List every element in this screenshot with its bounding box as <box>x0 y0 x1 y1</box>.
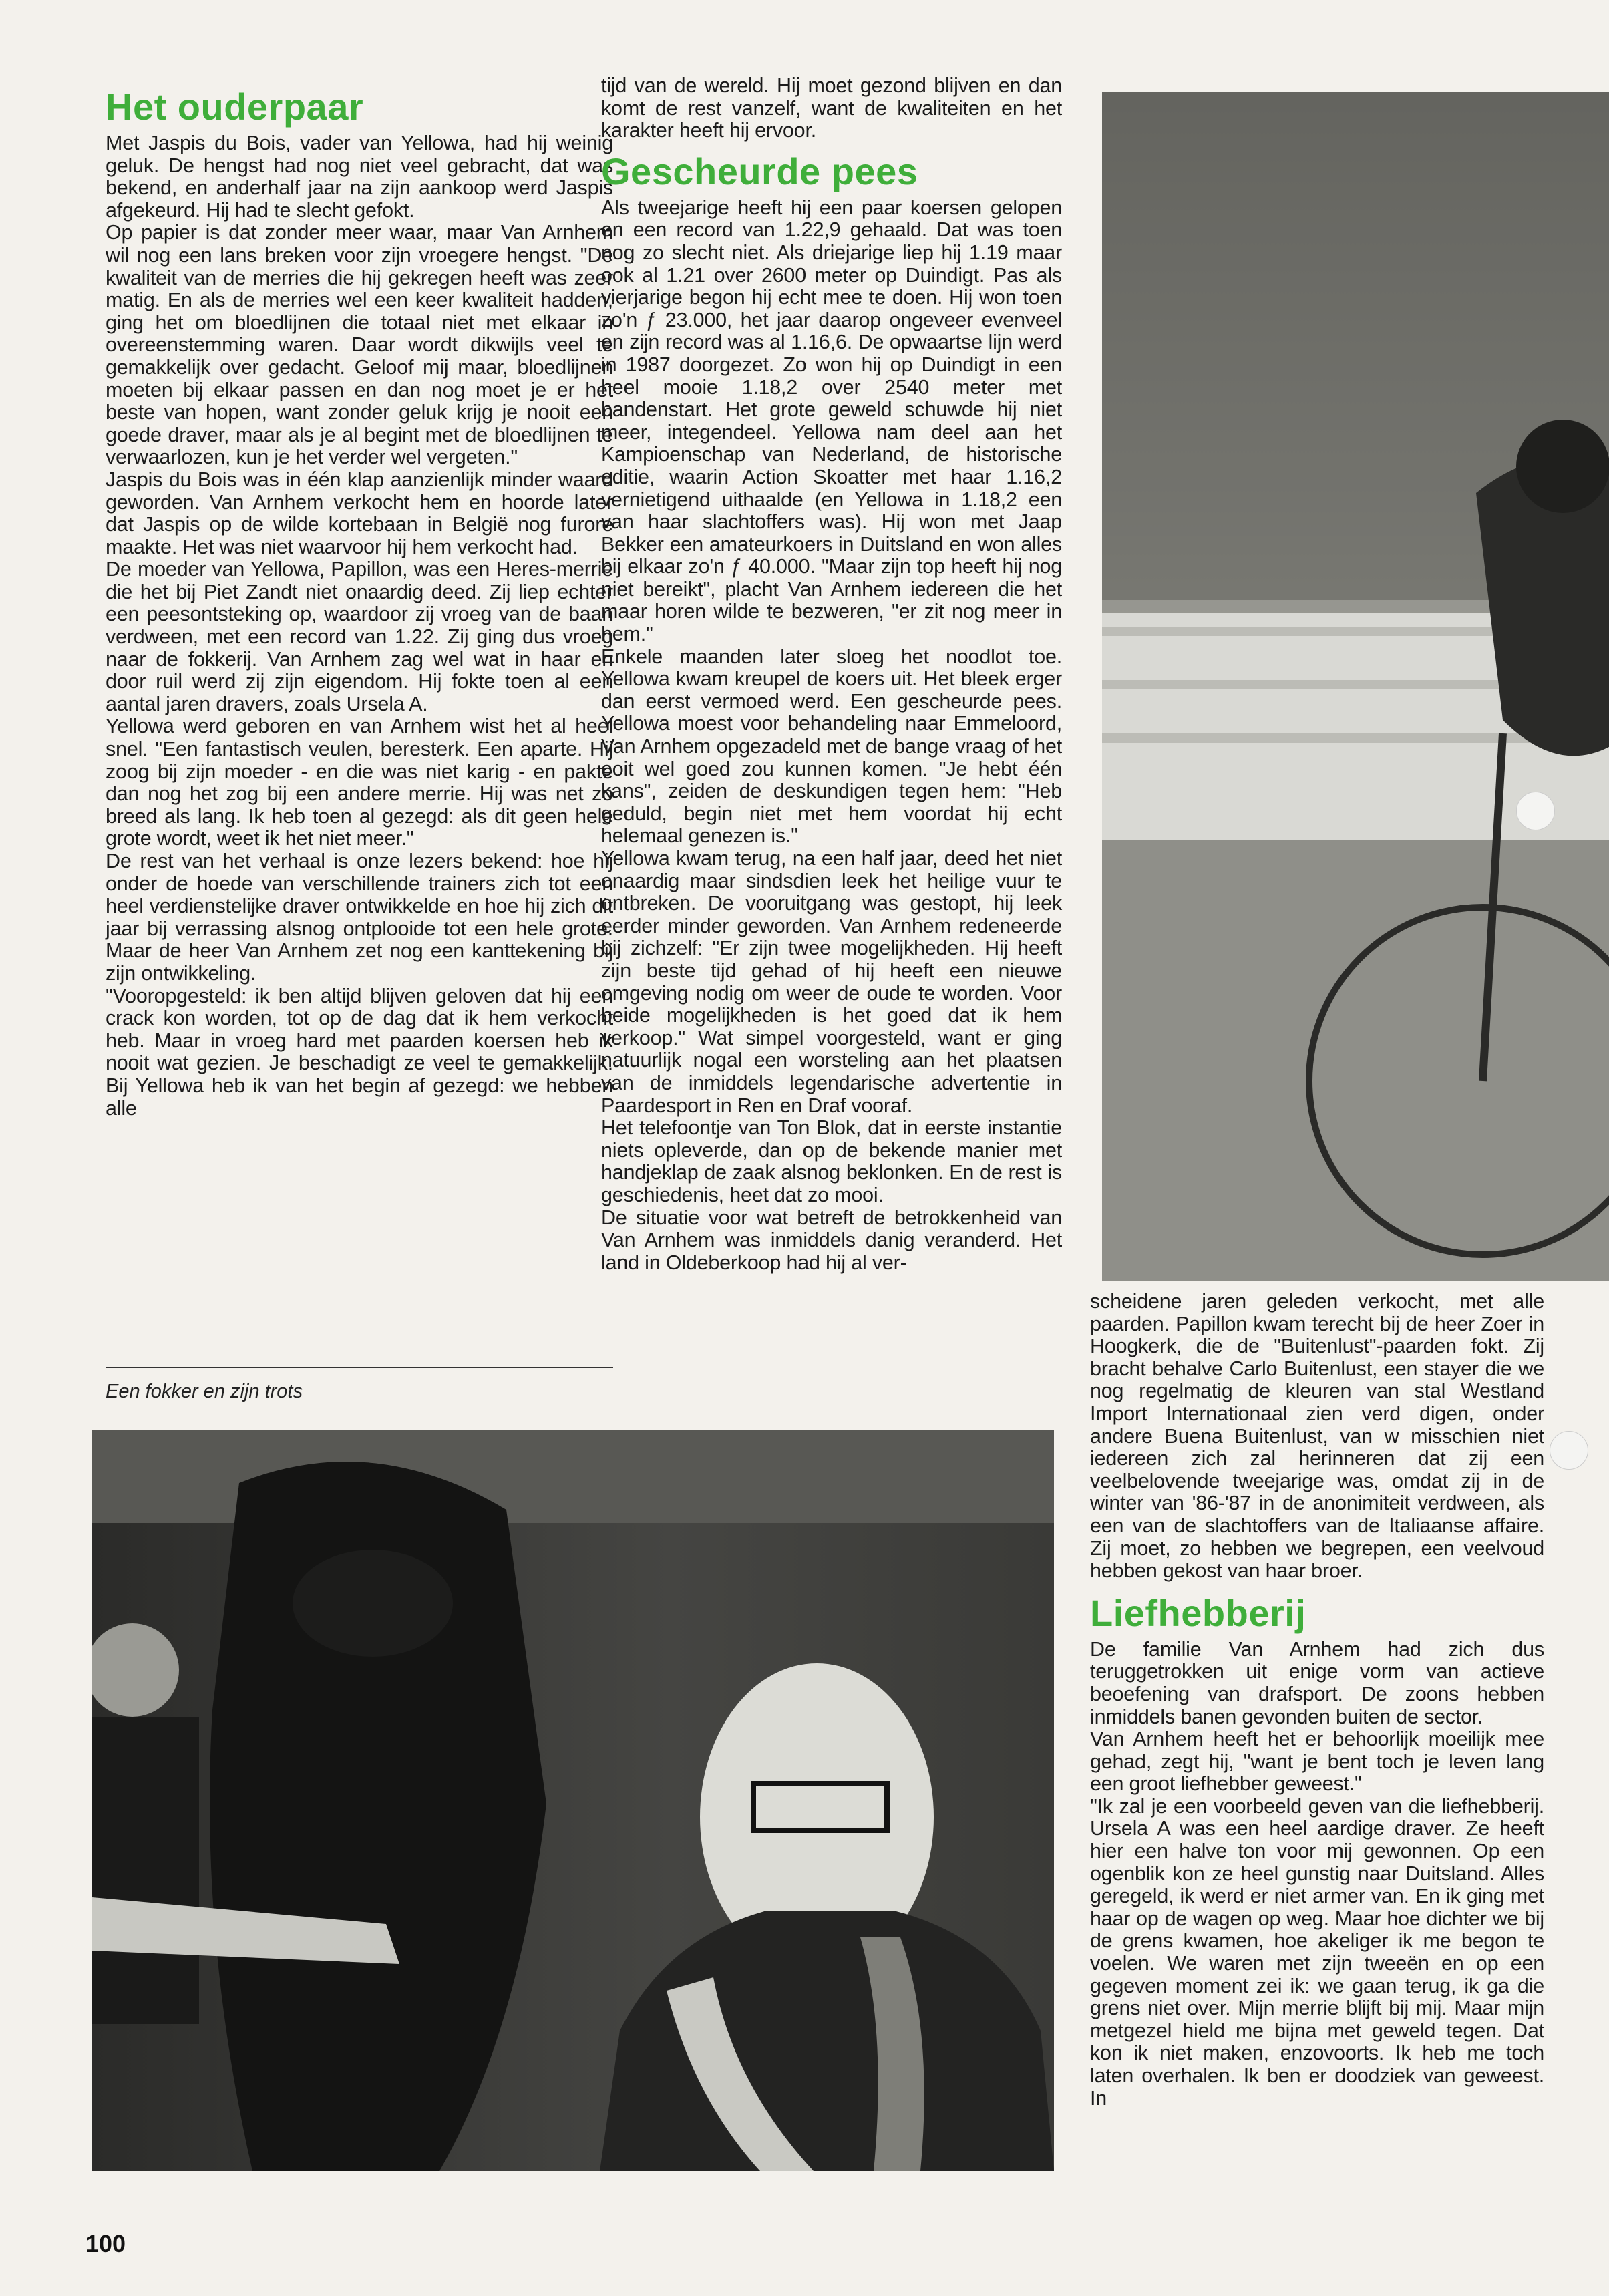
paragraph: De rest van het verhaal is onze lezers bekend: hoe hij onder de hoede van verschillende trainers zich tot een heel verdienstelijke draver ontwikkelde en hoe hij zich dit jaar bij verrassing alsnog ontplooide tot een hele grote. Maar de heer Van Arnhem zet nog een kanttekening bij zijn ontwikkeling. <box>106 850 613 985</box>
punch-hole <box>1550 1431 1588 1470</box>
paragraph: Enkele maanden later sloeg het noodlot toe. Yellowa kwam kreupel de koers uit. Het bleek erger dan eerst vermoed werd. Een gescheurde pees. Yellowa moest voor behandeling naar Emmeloord, Van Arnhem opgezadeld met de bange vraag of het ooit wel goed zou kunnen komen. "Je hebt één kans", zeiden de deskundigen tegen hem: "Heb geduld, begin niet met hem voordat hij echt helemaal genezen is." <box>601 645 1062 848</box>
paragraph: Op papier is dat zonder meer waar, maar Van Arnhem wil nog een lans breken voor zijn vroegere hengst. "De kwaliteit van de merries die hij gekregen heeft was zeer matig. En als de merries wel een keer kwaliteit hadden, ging het om bloedlijnen die totaal niet met elkaar in overeenstemming waren. Daar wordt dikwijls veel te gemakkelijk over gedacht. Geloof mij maar, bloedlijnen moeten bij elkaar passen en dan nog moet je er het beste van hopen, want zonder geluk krijg je nooit een goede draver, maar als je al begint met de bloedlijnen te verwaarlozen, kun je het verder wel vergeten." <box>106 221 613 469</box>
paragraph: De familie Van Arnhem had zich dus teruggetrokken uit enige vorm van actieve beoefening van drafsport. De zoons hebben inmiddels banen gevonden buiten de sector. <box>1090 1637 1544 1728</box>
paragraph: "Ik zal je een voorbeeld geven van die liefhebberij. Ursela A was een heel aardige draver. Ze heeft hier een halve ton voor mij gewonnen. Op een ogenblik kon ze heel gunstig naar Duitsland. Alles geregeld, ik werd er niet armer van. En ik ging met haar op de wagen op weg. Maar hoe dichter we bij de grens kwamen, hoe akeliger ik me begon te voelen. We waren met zijn tweeën en op een gegeven moment zei ik: we gaan terug, ik ga die grens niet over. Mijn merrie blijft bij mij. Maar mijn metgezel hield me bijna met geweld tegen. Dat kon ik niet maken, enzovoorts. Ik heb me toch laten overhalen. Ik ben er doodziek van geweest. In <box>1090 1794 1544 2110</box>
column-right <box>1090 1291 1544 2110</box>
paragraph: De situatie voor wat betreft de betrokkenheid van Van Arnhem was inmiddels danig veranderd. Het land in Oldeberkoop had hij al ver- <box>601 1206 1062 1274</box>
heading-gescheurde-pees: Gescheurde pees <box>601 150 918 192</box>
paragraph: Yellowa kwam terug, na een half jaar, deed het niet onaardig maar sindsdien leek het heilige vuur te ontbreken. De vooruitgang was gestopt, hij leek eerder minder geworden. Van Arnhem redeneerde bij zichzelf: "Er zijn twee mogelijkheden. Hij heeft zijn beste tijd gehad of hij heeft een nieuwe omgeving nodig om weer de oude te worden. Voor beide mogelijkheden is het goed dat ik hem verkoop." Wat simpel voorgesteld, want er ging natuurlijk nogal een worsteling aan het plaatsen van de inmiddels legendarische advertentie in Paardesport in Ren en Draf vooraf. <box>601 847 1062 1117</box>
page-number: 100 <box>85 2230 126 2257</box>
photo-horse-graphic <box>92 1430 1054 2171</box>
heading-het-ouderpaar: Het ouderpaar <box>106 86 364 128</box>
punch-hole <box>1516 792 1555 830</box>
paragraph: Van Arnhem heeft het er behoorlijk moeilijk mee gehad, zegt hij, "want je bent toch je leven lang een groot liefhebber geweest." <box>1090 1728 1544 1796</box>
paragraph: Yellowa werd geboren en van Arnhem wist het al heel snel. "Een fantastisch veulen, beresterk. Een aparte. Hij zoog bij zijn moeder - en die was niet karig - en pakte dan nog het zog bij een andere merrie. Hij was net zo breed als lang. Ik heb toen al gezegd: als dit geen hele grote wordt, weet ik het niet meer." <box>106 715 613 850</box>
heading-liefhebberij: Liefhebberij <box>1090 1591 1306 1634</box>
column-left <box>106 86 613 1120</box>
photo-breeder-with-horse <box>92 1430 1054 2171</box>
caption-rule <box>106 1367 613 1368</box>
photo-caption: Een fokker en zijn trots <box>106 1381 303 1402</box>
paragraph: tijd van de wereld. Hij moet gezond blijven en dan komt de rest vanzelf, want de kwaliteiten en het karakter heeft hij ervoor. <box>601 74 1062 142</box>
photo-sulky-driver <box>1102 92 1609 1281</box>
paragraph: Het telefoontje van Ton Blok, dat in eerste instantie niets opleverde, dan op de bekende manier met handjeklap de zaak alsnog beklonken. En de rest is geschiedenis, heet dat zo mooi. <box>601 1116 1062 1206</box>
paragraph: Als tweejarige heeft hij een paar koersen gelopen en een record van 1.22,9 gehaald. Dat was toen nog zo slecht niet. Als driejarige liep hij 1.19 maar ook al 1.21 over 2600 meter op Duindigt. Pas als vierjarige begon hij echt mee te doen. Hij won toen zo'n ƒ 23.000, het jaar daarop ongeveer evenveel en zijn record was al 1.16,6. De opwaartse lijn werd in 1987 doorgezet. Zo won hij op Duindigt in een heel mooie 1.18,2 over 2540 meter met bandenstart. Het grote geweld schuwde hij niet meer, integendeel. Yellowa nam deel aan het Kampioenschap van Nederland, de historische editie, waarin Action Skoatter met haar 1.16,2 vernietigend uithaalde (en Yellowa in 1.18,2 een van haar slachtoffers was). Hij won met Jaap Bekker een amateurkoers in Duitsland en won alles bij elkaar zo'n ƒ 40.000. "Maar zijn top heeft hij nog niet bereikt", placht Van Arnhem iedereen die het maar horen wilde te bezweren, "er zit nog meer in hem." <box>601 196 1062 646</box>
paragraph: scheidene jaren geleden verkocht, met alle paarden. Papillon kwam terecht bij de heer Zoer in Hoogkerk, die de "Buitenlust"-paarden fokt. Zij bracht behalve Carlo Buitenlust, een stayer die we nog regelmatig de kleuren van stal Westland Import Internationaal zien verd digen, onder andere Buena Buitenlust, van w misschien niet iedereen zich zal herinneren dat zij een veelbelovende tweejarige was, omdat zij in de winter van '86-'87 in de anonimiteit verdween, als een van de slachtoffers van de Italiaanse affaire. Zij moet, zo hebben we begrepen, een veelvoud hebben gekost van haar broer. <box>1090 1290 1544 1583</box>
paragraph: "Vooropgesteld: ik ben altijd blijven geloven dat hij een crack kon worden, tot op de dag dat ik hem verkocht heb. Maar in vroeg hard met paarden koersen heb ik nooit wat gezien. Je beschadigt ze veel te gemakkelijk. Bij Yellowa heb ik van het begin af gezegd: we hebben alle <box>106 984 613 1120</box>
paragraph: De moeder van Yellowa, Papillon, was een Heres-merrie die het bij Piet Zandt niet onaardig deed. Zij liep echter een peesontsteking op, waardoor zij vroeg van de baan verdween, met een record van 1.22. Zij ging dus vroeg naar de fokkerij. Van Arnhem zag wel wat in haar en door ruil werd zij zijn eigendom. Hij fokte toen al een aantal jaren dravers, zoals Ursela A. <box>106 558 613 715</box>
paragraph: Met Jaspis du Bois, vader van Yellowa, had hij weinig geluk. De hengst had nog niet veel gebracht, dat was bekend, en anderhalf jaar na zijn aankoop werd Jaspis afgekeurd. Hij had te slecht gefokt. <box>106 132 613 222</box>
paragraph: Jaspis du Bois was in één klap aanzienlijk minder waard geworden. Van Arnhem verkocht hem en hoorde later dat Jaspis op de wilde kortebaan in België nog furore maakte. Het was niet waarvoor hij hem verkocht had. <box>106 468 613 558</box>
photo-sulky-graphic <box>1102 92 1609 1281</box>
column-middle <box>601 75 1062 1274</box>
